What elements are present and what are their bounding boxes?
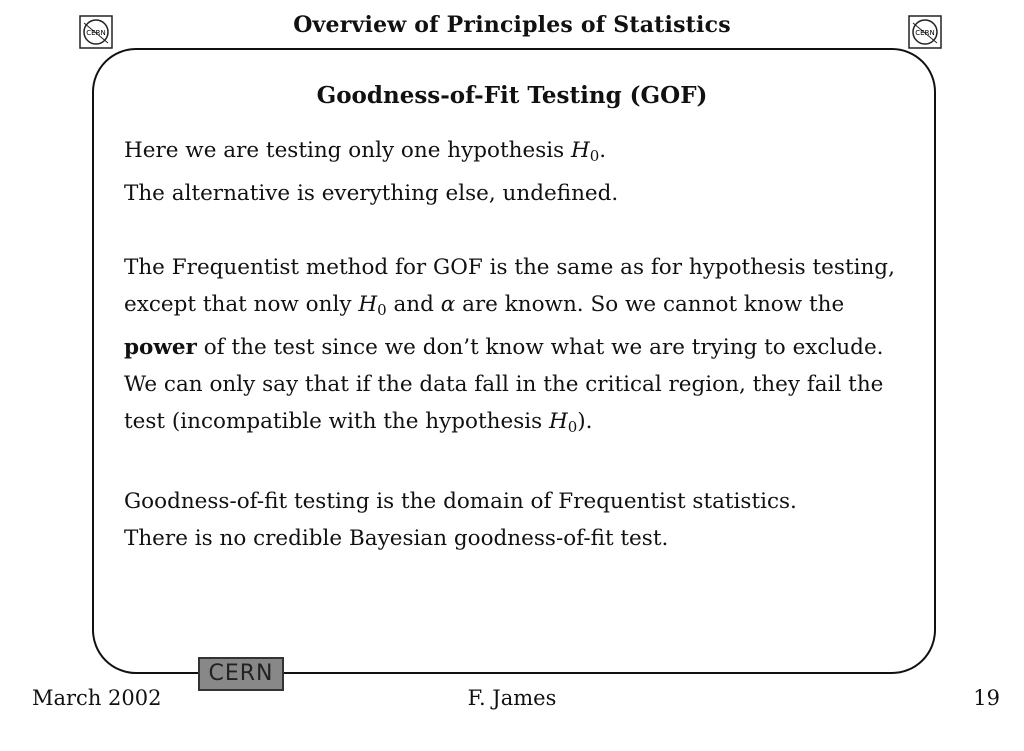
p4-line-2: There is no credible Bayesian goodness-of-fit test. bbox=[124, 526, 669, 551]
logo-text: CERN bbox=[86, 29, 106, 37]
p2-text-a: The Frequentist method for GOF is the same as for hypothesis testing, except that now only bbox=[124, 255, 895, 317]
p2-text-b: and bbox=[386, 292, 441, 317]
h0-symbol: $H_0$ bbox=[358, 292, 387, 319]
paragraph-1 bbox=[124, 132, 914, 212]
h0-symbol: $H_0$ bbox=[570, 138, 600, 165]
p2-text-d: of the test since we don’t know what we are trying to exclude. bbox=[196, 335, 884, 360]
alpha-symbol: α bbox=[440, 292, 456, 317]
logo-text: CERN bbox=[915, 29, 935, 37]
p3-text-a: We can only say that if the data fall in the critical region, they fail the test (incompatible with the hypothesis bbox=[124, 372, 884, 434]
p4-line-1: Goodness-of-fit testing is the domain of Frequentist statistics. bbox=[124, 489, 797, 514]
slide-title: Goodness-of-Fit Testing (GOF) bbox=[316, 82, 708, 109]
p1-line-2: The alternative is everything else, undefined. bbox=[124, 181, 619, 206]
p3-text-b: ). bbox=[577, 409, 593, 434]
p2-text-c: are known. So we cannot know the bbox=[455, 292, 845, 317]
h0-symbol: $H_0$ bbox=[548, 409, 578, 436]
page-number: 19 bbox=[973, 686, 1000, 710]
paragraph-3 bbox=[124, 366, 914, 446]
power-term: power bbox=[124, 335, 197, 360]
paragraph-4 bbox=[124, 483, 914, 557]
p1-text-a: Here we are testing only one hypothesis bbox=[124, 138, 571, 163]
footer-date: March 2002 bbox=[32, 686, 162, 710]
header-title: Overview of Principles of Statistics bbox=[293, 12, 731, 38]
paragraph-2 bbox=[124, 249, 914, 366]
cern-badge: CERN bbox=[198, 657, 284, 691]
cern-logo-right bbox=[908, 15, 942, 49]
p1-text-b: . bbox=[599, 138, 607, 163]
slide-body bbox=[124, 132, 914, 557]
footer-author: F. James bbox=[467, 686, 557, 710]
